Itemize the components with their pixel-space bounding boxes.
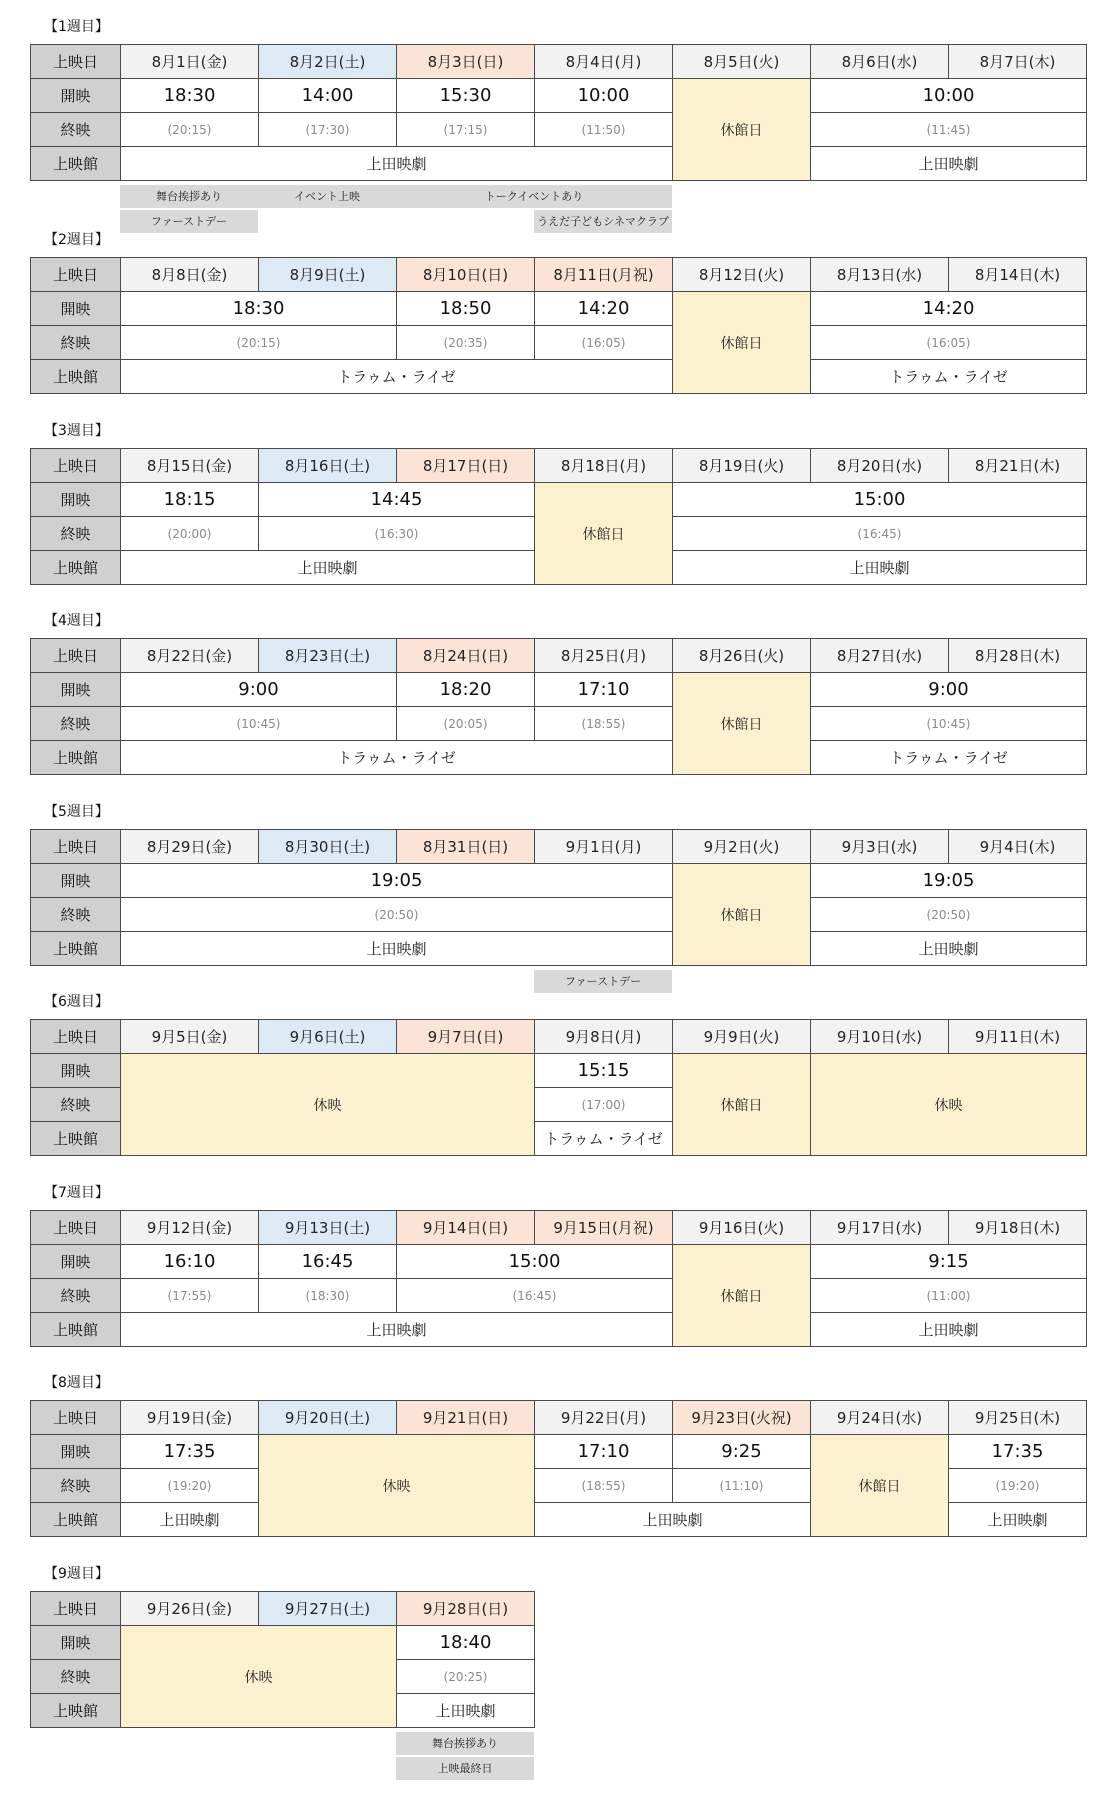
schedule-table: [30, 448, 1087, 585]
date-cell: 8月17日(日): [397, 449, 535, 483]
schedule-table: [30, 1210, 1087, 1347]
end-row: [31, 326, 1087, 360]
date-cell: 9月3日(水): [811, 830, 949, 864]
date-row: [31, 1401, 1087, 1435]
start-time-cell: 15:15: [535, 1054, 673, 1088]
end-time-cell: (10:45): [811, 707, 1087, 741]
row-label-date: 上映日: [31, 1592, 121, 1626]
venue-row: [31, 741, 1087, 775]
venue-cell: 上田映劇: [949, 1503, 1087, 1537]
row-label-date: 上映日: [31, 639, 121, 673]
end-time-cell: (16:45): [397, 1279, 673, 1313]
end-row: [31, 898, 1087, 932]
date-cell: 8月7日(木): [949, 45, 1087, 79]
start-time-cell: 10:00: [535, 79, 673, 113]
week-title: 【2週目】: [44, 232, 109, 248]
start-time-cell: 18:40: [397, 1626, 535, 1660]
date-cell: 9月21日(日): [397, 1401, 535, 1435]
event-note: イベント上映: [258, 185, 396, 208]
date-cell: 9月15日(月祝): [535, 1211, 673, 1245]
row-label-start: 開映: [31, 1626, 121, 1660]
start-time-cell: 9:00: [121, 673, 397, 707]
end-time-cell: (20:25): [397, 1660, 535, 1694]
date-cell: 9月18日(木): [949, 1211, 1087, 1245]
row-label-venue: 上映館: [31, 147, 121, 181]
row-label-end: 終映: [31, 898, 121, 932]
start-time-cell: 18:30: [121, 292, 397, 326]
end-row: [31, 113, 1087, 147]
closed-cell: 休館日: [673, 864, 811, 966]
date-cell: 8月15日(金): [121, 449, 259, 483]
date-cell: 8月29日(金): [121, 830, 259, 864]
date-cell: 8月21日(木): [949, 449, 1087, 483]
date-cell: 8月16日(土): [259, 449, 397, 483]
venue-cell: 上田映劇: [535, 1503, 811, 1537]
week-title: 【3週目】: [44, 423, 109, 439]
date-cell: 9月11日(木): [949, 1020, 1087, 1054]
start-row: [31, 1626, 535, 1660]
date-row: [31, 830, 1087, 864]
start-time-cell: 17:35: [949, 1435, 1087, 1469]
closed-cell: 休映: [121, 1626, 397, 1728]
end-time-cell: (20:50): [811, 898, 1087, 932]
closed-cell: 休館日: [811, 1435, 949, 1537]
date-row: [31, 449, 1087, 483]
start-row: [31, 673, 1087, 707]
week-title: 【5週目】: [44, 804, 109, 820]
row-label-end: 終映: [31, 326, 121, 360]
start-time-cell: 10:00: [811, 79, 1087, 113]
end-time-cell: (16:05): [535, 326, 673, 360]
schedule-table: [30, 638, 1087, 775]
date-cell: 8月9日(土): [259, 258, 397, 292]
start-time-cell: 19:05: [121, 864, 673, 898]
end-time-cell: (20:50): [121, 898, 673, 932]
date-row: [31, 1211, 1087, 1245]
end-time-cell: (11:00): [811, 1279, 1087, 1313]
row-label-end: 終映: [31, 1660, 121, 1694]
event-note: トークイベントあり: [396, 185, 672, 208]
date-cell: 8月11日(月祝): [535, 258, 673, 292]
end-time-cell: (20:15): [121, 326, 397, 360]
date-cell: 8月10日(日): [397, 258, 535, 292]
date-cell: 9月1日(月): [535, 830, 673, 864]
venue-cell: 上田映劇: [121, 1503, 259, 1537]
closed-cell: 休映: [121, 1054, 535, 1156]
event-note: 上映最終日: [396, 1757, 534, 1780]
date-cell: 8月14日(木): [949, 258, 1087, 292]
closed-cell: 休館日: [673, 79, 811, 181]
schedule-table: [30, 1400, 1087, 1537]
venue-cell: 上田映劇: [811, 1313, 1087, 1347]
row-label-end: 終映: [31, 707, 121, 741]
start-row: [31, 1435, 1087, 1469]
closed-cell: 休館日: [673, 673, 811, 775]
week-title: 【1週目】: [44, 19, 109, 35]
date-cell: 8月6日(水): [811, 45, 949, 79]
date-cell: 9月16日(火): [673, 1211, 811, 1245]
row-label-start: 開映: [31, 1245, 121, 1279]
end-time-cell: (18:55): [535, 1469, 673, 1503]
venue-cell: 上田映劇: [121, 147, 673, 181]
event-note: 舞台挨拶あり: [396, 1732, 534, 1755]
end-time-cell: (20:00): [121, 517, 259, 551]
row-label-end: 終映: [31, 1469, 121, 1503]
closed-cell: 休館日: [673, 1054, 811, 1156]
venue-row: [31, 932, 1087, 966]
start-time-cell: 15:00: [673, 483, 1087, 517]
venue-cell: 上田映劇: [121, 932, 673, 966]
date-cell: 8月3日(日): [397, 45, 535, 79]
row-label-venue: 上映館: [31, 360, 121, 394]
date-cell: 9月22日(月): [535, 1401, 673, 1435]
date-cell: 8月19日(火): [673, 449, 811, 483]
schedule-table: [30, 1019, 1087, 1156]
row-label-start: 開映: [31, 483, 121, 517]
closed-cell: 休館日: [673, 1245, 811, 1347]
row-label-date: 上映日: [31, 449, 121, 483]
schedule-table: [30, 829, 1087, 966]
row-label-start: 開映: [31, 1435, 121, 1469]
week-title: 【4週目】: [44, 613, 109, 629]
start-time-cell: 15:00: [397, 1245, 673, 1279]
week-title: 【8週目】: [44, 1375, 109, 1391]
start-row: [31, 483, 1087, 517]
date-row: [31, 45, 1087, 79]
row-label-end: 終映: [31, 113, 121, 147]
event-note: ファーストデー: [120, 210, 258, 233]
end-row: [31, 707, 1087, 741]
date-cell: 8月13日(水): [811, 258, 949, 292]
week-title: 【9週目】: [44, 1566, 109, 1582]
date-cell: 8月18日(月): [535, 449, 673, 483]
date-cell: 8月1日(金): [121, 45, 259, 79]
end-time-cell: (16:30): [259, 517, 535, 551]
venue-row: [31, 1313, 1087, 1347]
start-time-cell: 19:05: [811, 864, 1087, 898]
end-time-cell: (18:55): [535, 707, 673, 741]
start-time-cell: 16:45: [259, 1245, 397, 1279]
end-time-cell: (19:20): [121, 1469, 259, 1503]
event-note: ファーストデー: [534, 970, 672, 993]
row-label-end: 終映: [31, 517, 121, 551]
date-cell: 8月30日(土): [259, 830, 397, 864]
date-cell: 8月27日(水): [811, 639, 949, 673]
start-row: [31, 1245, 1087, 1279]
start-row: [31, 79, 1087, 113]
date-cell: 9月2日(火): [673, 830, 811, 864]
event-note: 舞台挨拶あり: [120, 185, 258, 208]
date-cell: 9月20日(土): [259, 1401, 397, 1435]
schedule-table: [30, 44, 1087, 181]
date-cell: 8月28日(木): [949, 639, 1087, 673]
start-row: [31, 1054, 1087, 1088]
date-cell: 8月24日(日): [397, 639, 535, 673]
date-cell: 9月17日(水): [811, 1211, 949, 1245]
date-cell: 8月31日(日): [397, 830, 535, 864]
date-row: [31, 639, 1087, 673]
venue-cell: 上田映劇: [673, 551, 1087, 585]
start-time-cell: 18:20: [397, 673, 535, 707]
start-time-cell: 17:10: [535, 673, 673, 707]
date-cell: 8月22日(金): [121, 639, 259, 673]
schedule-table: [30, 257, 1087, 394]
row-label-start: 開映: [31, 79, 121, 113]
end-time-cell: (11:45): [811, 113, 1087, 147]
date-cell: 9月19日(金): [121, 1401, 259, 1435]
row-label-start: 開映: [31, 1054, 121, 1088]
date-cell: 9月4日(木): [949, 830, 1087, 864]
date-cell: 9月9日(火): [673, 1020, 811, 1054]
week-title: 【6週目】: [44, 994, 109, 1010]
row-label-date: 上映日: [31, 1020, 121, 1054]
venue-cell: 上田映劇: [811, 932, 1087, 966]
date-cell: 9月5日(金): [121, 1020, 259, 1054]
start-time-cell: 17:35: [121, 1435, 259, 1469]
row-label-date: 上映日: [31, 1401, 121, 1435]
date-cell: 9月10日(水): [811, 1020, 949, 1054]
venue-cell: トラゥム・ライゼ: [811, 360, 1087, 394]
start-time-cell: 16:10: [121, 1245, 259, 1279]
end-time-cell: (18:30): [259, 1279, 397, 1313]
row-label-date: 上映日: [31, 45, 121, 79]
date-row: [31, 1592, 535, 1626]
start-time-cell: 9:00: [811, 673, 1087, 707]
date-cell: 9月23日(火祝): [673, 1401, 811, 1435]
venue-cell: 上田映劇: [121, 551, 535, 585]
end-time-cell: (19:20): [949, 1469, 1087, 1503]
end-time-cell: (16:05): [811, 326, 1087, 360]
end-time-cell: (20:05): [397, 707, 535, 741]
date-cell: 9月14日(日): [397, 1211, 535, 1245]
date-cell: 8月23日(土): [259, 639, 397, 673]
date-cell: 8月26日(火): [673, 639, 811, 673]
date-cell: 9月13日(土): [259, 1211, 397, 1245]
start-time-cell: 18:15: [121, 483, 259, 517]
start-time-cell: 17:10: [535, 1435, 673, 1469]
row-label-date: 上映日: [31, 830, 121, 864]
start-time-cell: 18:30: [121, 79, 259, 113]
date-cell: 8月4日(月): [535, 45, 673, 79]
week-title: 【7週目】: [44, 1185, 109, 1201]
end-time-cell: (17:30): [259, 113, 397, 147]
venue-cell: 上田映劇: [811, 147, 1087, 181]
venue-cell: トラゥム・ライゼ: [535, 1122, 673, 1156]
row-label-date: 上映日: [31, 258, 121, 292]
start-time-cell: 9:25: [673, 1435, 811, 1469]
row-label-start: 開映: [31, 864, 121, 898]
row-label-venue: 上映館: [31, 1122, 121, 1156]
start-row: [31, 292, 1087, 326]
end-time-cell: (11:50): [535, 113, 673, 147]
start-time-cell: 14:45: [259, 483, 535, 517]
end-time-cell: (16:45): [673, 517, 1087, 551]
date-cell: 9月28日(日): [397, 1592, 535, 1626]
event-note: うえだ子どもシネマクラブ: [534, 210, 672, 233]
row-label-end: 終映: [31, 1088, 121, 1122]
venue-row: [31, 360, 1087, 394]
date-row: [31, 1020, 1087, 1054]
date-cell: 9月6日(土): [259, 1020, 397, 1054]
end-time-cell: (17:55): [121, 1279, 259, 1313]
end-time-cell: (10:45): [121, 707, 397, 741]
date-cell: 9月27日(土): [259, 1592, 397, 1626]
row-label-venue: 上映館: [31, 1503, 121, 1537]
venue-cell: トラゥム・ライゼ: [121, 360, 673, 394]
closed-cell: 休館日: [535, 483, 673, 585]
row-label-venue: 上映館: [31, 551, 121, 585]
row-label-date: 上映日: [31, 1211, 121, 1245]
venue-cell: 上田映劇: [121, 1313, 673, 1347]
row-label-venue: 上映館: [31, 1313, 121, 1347]
start-time-cell: 18:50: [397, 292, 535, 326]
date-cell: 8月25日(月): [535, 639, 673, 673]
start-time-cell: 9:15: [811, 1245, 1087, 1279]
end-time-cell: (17:15): [397, 113, 535, 147]
date-cell: 9月24日(水): [811, 1401, 949, 1435]
start-time-cell: 14:20: [535, 292, 673, 326]
row-label-venue: 上映館: [31, 741, 121, 775]
row-label-venue: 上映館: [31, 1694, 121, 1728]
date-cell: 9月26日(金): [121, 1592, 259, 1626]
start-time-cell: 14:20: [811, 292, 1087, 326]
start-time-cell: 14:00: [259, 79, 397, 113]
date-cell: 9月8日(月): [535, 1020, 673, 1054]
date-cell: 8月12日(火): [673, 258, 811, 292]
start-row: [31, 864, 1087, 898]
closed-cell: 休館日: [673, 292, 811, 394]
end-time-cell: (11:10): [673, 1469, 811, 1503]
end-time-cell: (20:15): [121, 113, 259, 147]
date-cell: 8月2日(土): [259, 45, 397, 79]
date-cell: 9月25日(木): [949, 1401, 1087, 1435]
venue-row: [31, 147, 1087, 181]
start-time-cell: 15:30: [397, 79, 535, 113]
row-label-venue: 上映館: [31, 932, 121, 966]
venue-cell: トラゥム・ライゼ: [811, 741, 1087, 775]
closed-cell: 休映: [259, 1435, 535, 1537]
end-time-cell: (17:00): [535, 1088, 673, 1122]
row-label-start: 開映: [31, 292, 121, 326]
date-cell: 9月7日(日): [397, 1020, 535, 1054]
date-row: [31, 258, 1087, 292]
venue-cell: トラゥム・ライゼ: [121, 741, 673, 775]
schedule-table: [30, 1591, 535, 1728]
row-label-end: 終映: [31, 1279, 121, 1313]
row-label-start: 開映: [31, 673, 121, 707]
venue-cell: 上田映劇: [397, 1694, 535, 1728]
end-time-cell: (20:35): [397, 326, 535, 360]
date-cell: 8月20日(水): [811, 449, 949, 483]
date-cell: 8月5日(火): [673, 45, 811, 79]
date-cell: 8月8日(金): [121, 258, 259, 292]
closed-cell: 休映: [811, 1054, 1087, 1156]
end-row: [31, 1279, 1087, 1313]
date-cell: 9月12日(金): [121, 1211, 259, 1245]
